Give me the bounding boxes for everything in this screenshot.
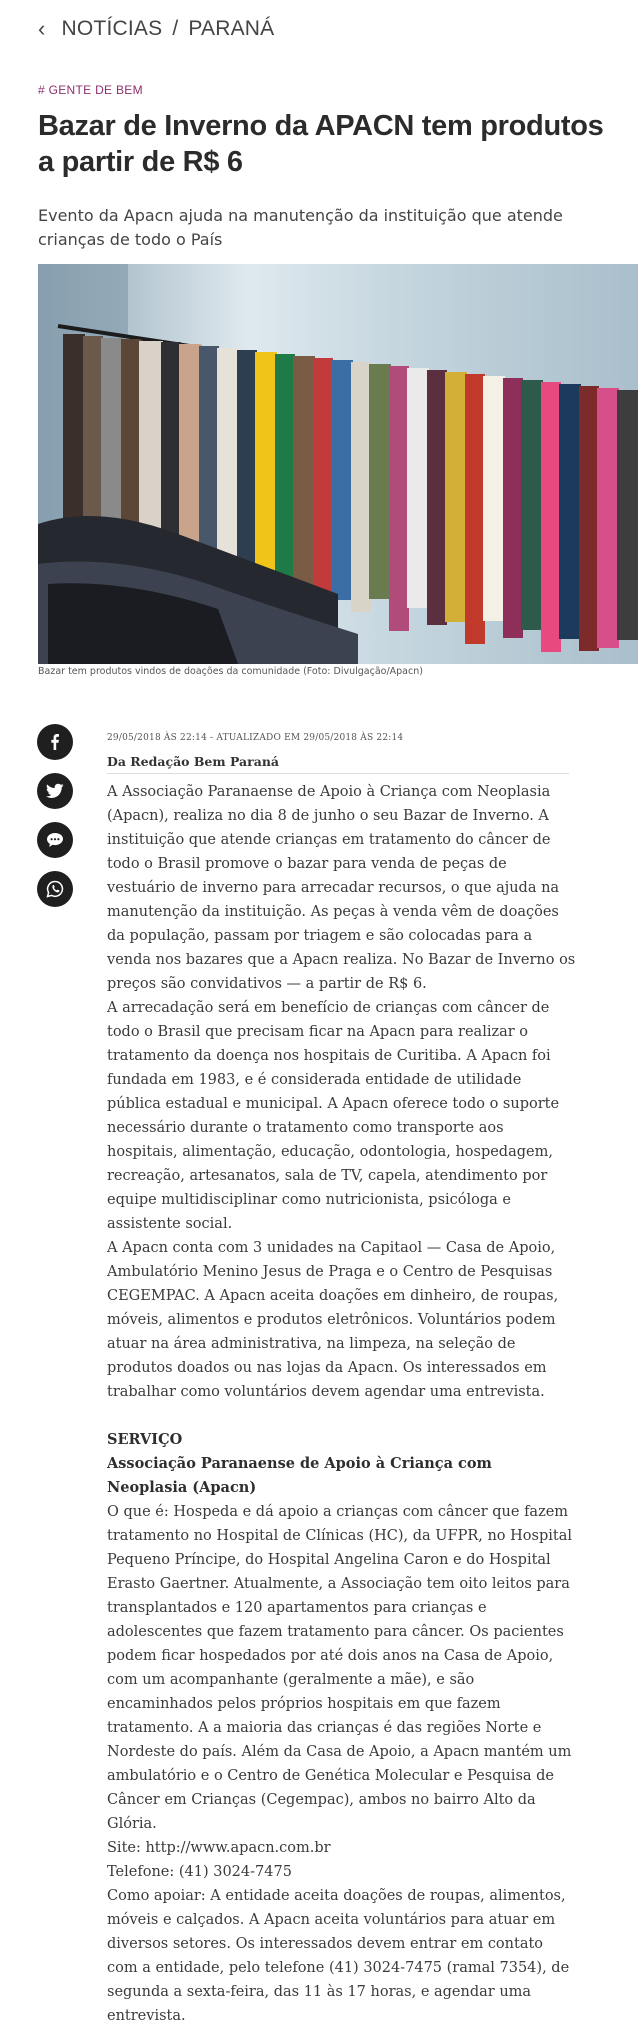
- facebook-icon: [47, 734, 63, 750]
- author-divider: [107, 773, 569, 774]
- article-title: Bazar de Inverno da APACN tem produtos a partir de R$ 6: [38, 110, 604, 178]
- photo-caption: Bazar tem produtos vindos de doações da comunidade (Foto: Divulgação/Apacn): [38, 666, 423, 677]
- article-paragraph: A Apacn conta com 3 unidades na Capitaol — Casa de Apoio, Ambulatório Menino Jesus de Praga e o Centro de Pesquisas CEGEMPAC. A Apacn aceita doações em dinheiro, de roupas, móveis, alimentos e produtos eletrônicos. Voluntários podem atuar na área administrativa, na limpeza, na seleção de produtos doados ou nas lojas da Apacn. Os interessados em trabalhar como voluntários devem agendar uma entrevista.: [107, 1240, 559, 1400]
- breadcrumb-subsection-link[interactable]: PARANÁ: [188, 17, 275, 40]
- service-phone: Telefone: (41) 3024-7475: [107, 1864, 292, 1880]
- article-subtitle: Evento da Apacn ajuda na manutenção da instituição que atende crianças de todo o País: [38, 206, 563, 249]
- whatsapp-share-button[interactable]: [37, 871, 73, 907]
- breadcrumb-separator: /: [172, 17, 179, 40]
- facebook-share-button[interactable]: [37, 724, 73, 760]
- breadcrumb-section-link[interactable]: NOTÍCIAS: [61, 17, 163, 40]
- article-photo: [38, 264, 638, 664]
- whatsapp-icon: [46, 880, 64, 898]
- service-organization: Associação Paranaense de Apoio à Criança com Neoplasia (Apacn): [107, 1455, 492, 1496]
- article-tag[interactable]: # GENTE DE BEM: [38, 83, 143, 97]
- share-bar: [37, 724, 73, 907]
- comment-icon: [46, 832, 64, 848]
- article-body: [107, 780, 577, 2028]
- article-paragraph: A Associação Paranaense de Apoio à Criança com Neoplasia (Apacn), realiza no dia 8 de junho o seu Bazar de Inverno. A instituição que atende crianças em tratamento do câncer de todo o Brasil promove o bazar para venda de peças de vestuário de inverno para arrecadar recursos, o que ajuda na manutenção da instituição. As peças à venda vêm de doações da população, passam por triagem e são colocadas para a venda nos bazares que a Apacn realiza. No Bazar de Inverno os preços são convidativos — a partir de R$ 6.: [107, 784, 576, 992]
- back-chevron-icon[interactable]: ‹: [38, 16, 46, 41]
- service-description: O que é: Hospeda e dá apoio a crianças com câncer que fazem tratamento no Hospital de Clínicas (HC), da UFPR, no Hospital Pequeno Príncipe, do Hospital Angelina Caron e do Hospital Erasto Gaertner. Atualmente, a Associação tem oito leitos para transplantados e 120 apartamentos para crianças e adolescentes que fazem tratamento para câncer. Os pacientes podem ficar hospedados por até dois anos na Casa de Apoio, com um acompanhante (geralmente a mãe), e são encaminhados pelos próprios hospitais em que fazem tratamento. A a maioria das crianças é das regiões Norte e Nordeste do país. Além da Casa de Apoio, a Apacn mantém um ambulatório e o Centro de Genética Molecular e Pesquisa de Câncer em Crianças (Cegempac), ambos no bairro Alto da Glória.: [107, 1504, 572, 1832]
- service-how-to-help: Como apoiar: A entidade aceita doações de roupas, alimentos, móveis e calçados. A Apacn aceita voluntários para atuar em diversos setores. Os interessados devem entrar em contato com a entidade, pelo telefone (41) 3024-7475 (ramal 7354), de segunda a sexta-feira, das 11 às 17 horas, e agendar uma entrevista.: [107, 1888, 570, 2024]
- article-paragraph: A arrecadação será em benefício de crianças com câncer de todo o Brasil que precisam ficar na Apacn para realizar o tratamento da doença nos hospitais de Curitiba. A Apacn foi fundada em 1983, e é considerada entidade de utilidade pública estadual e municipal. A Apacn oferece todo o suporte necessário durante o tratamento como transporte aos hospitais, alimentação, educação, odontologia, hospedagem, recreação, artesanatos, sala de TV, capela, atendimento por equipe multidisciplinar como nutricionista, psicóloga e assistente social.: [107, 1000, 560, 1232]
- service-heading: SERVIÇO: [107, 1431, 183, 1448]
- twitter-icon: [46, 783, 64, 799]
- clothing-racks-illustration: [38, 264, 638, 664]
- comment-share-button[interactable]: [37, 822, 73, 858]
- article-author: Da Redação Bem Paraná: [107, 754, 280, 769]
- service-site[interactable]: Site: http://www.apacn.com.br: [107, 1840, 331, 1856]
- breadcrumb: [38, 16, 274, 42]
- twitter-share-button[interactable]: [37, 773, 73, 809]
- article-timestamp: 29/05/2018 ÀS 22:14 - ATUALIZADO EM 29/05/2018 ÀS 22:14: [107, 733, 404, 743]
